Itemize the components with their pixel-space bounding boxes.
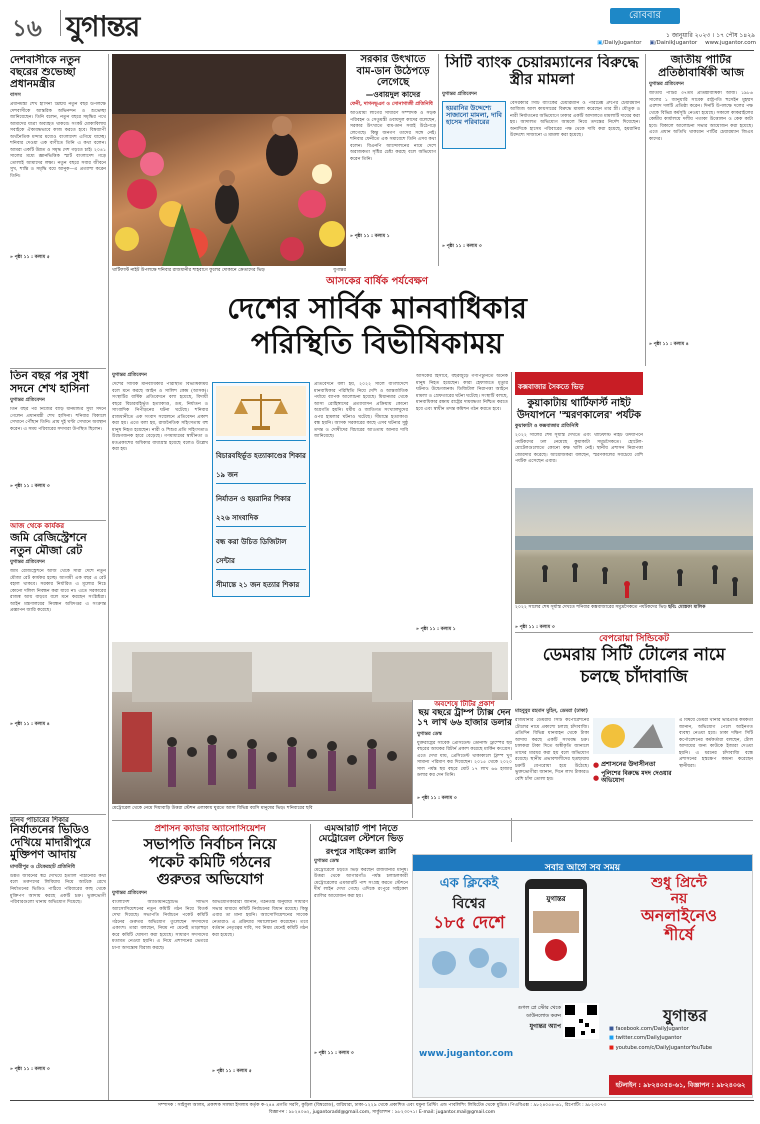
story-demra-kicker bbox=[515, 634, 753, 644]
photo-credit: যুগান্তর bbox=[333, 268, 346, 273]
story-madaripur bbox=[10, 816, 106, 1098]
stat-text: বিচারবহির্ভূত হত্যাকাণ্ডের শিকার ১৯ জন bbox=[216, 452, 306, 479]
source: যুগান্তর প্রতিবেদন bbox=[442, 90, 477, 97]
continuation[interactable]: » পৃষ্ঠা ১১ : কলাম ৩ bbox=[417, 795, 457, 801]
source: যুগান্তর প্রতিবেদন bbox=[10, 559, 45, 566]
ad-logo: যুগান্তর bbox=[663, 1006, 708, 1025]
headline-line-1[interactable]: দেশের সার্বিক মানবাধিকার bbox=[227, 290, 527, 325]
masthead bbox=[0, 0, 760, 50]
source: কুয়াকাটা ও কক্সবাজার প্রতিনিধি bbox=[515, 423, 579, 429]
headline-line-1[interactable]: সভাপতি নির্বাচন নিয়ে bbox=[143, 835, 277, 854]
column-rule bbox=[645, 54, 646, 366]
jugantor-app-ad[interactable] bbox=[412, 854, 753, 1098]
facebook-icon: ■ bbox=[609, 1026, 616, 1032]
body: জাতীয় পার্টির ৩৭তম প্রতিষ্ঠাবার্ষিকী আজ। ১৯৮৬ সালের ১ জানুয়ারি সাবেক রাষ্ট্রপতি হুসেইন মুহম্মদ এরশাদ দলটি প্রতিষ্ঠা করেন। দিনটি উপলক্ষে দলের পক্ষ থেকে বিভিন্ন কর্মসূচি নেওয়া হয়েছে। সকালে কাকরাইলের কেন্দ্রীয় কার্যালয়ে দলীয় পতাকা উত্তোলন ও কেক কাটা হবে। বিকালে আলোচনা সভার আয়োজন করা হয়েছে। এতে প্রধান অতিথি থাকবেন পার্টির চেয়ারম্যান জিএম কাদের। bbox=[649, 91, 753, 142]
demra-headline-block bbox=[515, 646, 753, 706]
website-link[interactable]: www.jugantor.com bbox=[705, 40, 756, 46]
app-name: যুগান্তর অ্যাপ bbox=[529, 1023, 561, 1030]
source: মাহবুবুর রহমান মুহিন, ডেমরা (ঢাকা) bbox=[515, 708, 588, 714]
story-mouza-rate bbox=[10, 522, 106, 782]
column-rule bbox=[310, 824, 311, 1098]
headline-line-3[interactable]: গুরুতর অভিযোগ bbox=[156, 869, 264, 888]
story-city-bank bbox=[442, 54, 642, 266]
divider bbox=[515, 632, 753, 633]
facebook-icon: ▣ bbox=[649, 40, 655, 46]
body-col-1: বাংলাদেশ অ্যাডমিনিস্ট্রেটিভ সার্ভিস অ্যাসোসিয়েশনের নতুন কমিটি গঠন নিয়ে বিতর্ক দেখা দিয়েছে। সভাপতি নির্বাচনে পকেট কমিটি গঠনের গুরুতর অভিযোগ তুলেছেন সদস্যদের একাংশ। তারা বলছেন, নিয়ম না মেনেই তাড়াহুড়া করে কমিটি ঘোষণা করা হয়েছে। সাধারণ সদস্যদের মতামত নেওয়া হয়নি। এ নিয়ে প্রশাসনের ভেতরে চাপা অসন্তোষ বিরাজ করছে। bbox=[112, 900, 208, 951]
body: ২০২২ সালের শেষ সূর্যাস্ত দেখতে এবং থার্টিফার্স্ট নাইট উদযাপনে পর্যটকদের ঢল নেমেছে কুয়াকাটা সমুদ্রসৈকতে। হোটেল-মোটেলগুলোতে কোনো কক্ষ খালি নেই। স্থানীয় প্রশাসন নিরাপত্তা জোরদার করেছে। আয়োজকরা বলছেন, স্মরণকালের সবচেয়ে বেশি পর্যটক এসেছেন এবার। bbox=[515, 433, 643, 465]
phone-graphic bbox=[525, 879, 587, 991]
body: আওয়ামী লীগের সাধারণ সম্পাদক ও সড়ক পরিবহন ও সেতুমন্ত্রী ওবায়দুল কাদের বলেছেন, সরকার উৎখাতে বাম-ডান সবাই উঠেপড়ে লেগেছে। কিন্তু জনগণ তাদের সঙ্গে নেই। শনিবার ফেনীতে এক সমাবেশে তিনি এসব কথা বলেন। বিএনপি আন্দোলনের নামে দেশে অরাজকতা সৃষ্টির চেষ্টা করছে বলে অভিযোগ করেন তিনি। bbox=[350, 111, 436, 162]
callout-item: ● প্রশাসনের উদাসীনতা bbox=[593, 760, 656, 769]
ad-twitter[interactable]: ■ twitter.com/DailyJugantor bbox=[609, 1035, 682, 1042]
body: তিন বছর পর নিজের বাড়ি ধানমন্ডির সুধা সদনে গেলেন প্রধানমন্ত্রী শেখ হাসিনা। শনিবার বিকালে সেখানে পৌঁছান তিনি। প্রায় দুই ঘণ্টা সেখানে অবস্থান করেন। এ সময় পরিবারের সদস্যরা উপস্থিত ছিলেন। bbox=[10, 407, 106, 432]
source: যুগান্তর প্রতিবেদন bbox=[112, 372, 147, 378]
imprint-line-2: বিজ্ঞাপন : ৯৮২৪০৬২, jugantoradd@gmail.com, সার্কুলেশন : ৯৮২৩০৭১। E-mail: jugantor.mail@gmail.com bbox=[268, 1109, 496, 1115]
ad-left-panel bbox=[419, 877, 519, 1027]
beach-crowd-illustration bbox=[515, 488, 753, 604]
headline[interactable]: জাতীয় পার্টির প্রতিষ্ঠাবার্ষিকী আজ bbox=[658, 54, 744, 79]
ad-youtube[interactable]: ■ youtube.com/c/DailyJugantorYouTube bbox=[609, 1044, 713, 1051]
beach-sunset-photo bbox=[515, 488, 753, 604]
newspaper-logo: যুগান্তর bbox=[66, 10, 140, 43]
body-col-2: প্রতিবেদনে বলা হয়, ২০২২ সালে বাংলাদেশে মানবাধিকার পরিস্থিতি নিয়ে দেশি ও আন্তর্জাতিক পর্যায়ে ব্যাপক আলোচনা হয়েছে। মিয়ানমার থেকে আসা রোহিঙ্গাদের প্রত্যাবাসন প্রক্রিয়ায় কোনো অগ্রগতি হয়নি। ধর্মীয় ও জাতিগত সংখ্যালঘুদের ওপর হামলার ঘটনাও ঘটেছে। সীমান্তে হত্যাকাণ্ড বন্ধ হয়নি। আসক সরকারের কাছে এসব ঘটনার সুষ্ঠু তদন্ত ও দোষীদের বিচারের আওতায় আনার দাবি জানিয়েছে। bbox=[314, 382, 408, 440]
body-col-2: অভিযোগকারীরা জানান, গঠনতন্ত্র অনুযায়ী সাধারণ সভার মাধ্যমে কমিটি নির্বাচনের বিধান রয়েছে। কিন্তু এবার তা মানা হয়নি। অ্যাসোসিয়েশনের সাবেক নেতারাও এ প্রক্রিয়ার সমালোচনা করেছেন। তবে বর্তমান নেতৃত্বের দাবি, সব নিয়ম মেনেই কমিটি গঠন করা হয়েছে। bbox=[212, 900, 308, 938]
headline[interactable]: জমি রেজিস্ট্রেশনে নতুন মৌজা রেট bbox=[10, 531, 87, 557]
headline[interactable]: তিন বছর পর সুধা সদনে শেখ হাসিনা bbox=[10, 370, 90, 395]
stat-text: বন্ধ করা উচিত ডিজিটাল সেন্টার bbox=[216, 538, 287, 565]
ad-hotline-bar: হটলাইন : ৯৮২৪০৫৪-৬১, বিজ্ঞাপন : ৯৮২৪০৬২ bbox=[609, 1075, 752, 1095]
continuation[interactable]: » পৃষ্ঠা ১১ : কলাম ৩ bbox=[10, 484, 50, 490]
ad-website[interactable]: www.jugantor.com bbox=[419, 1049, 514, 1059]
continuation[interactable]: » পৃষ্ঠা ১১ : কলাম ৪ bbox=[649, 342, 689, 348]
story-trump-tax-rendered bbox=[412, 700, 512, 818]
social-row bbox=[490, 40, 756, 46]
lead-story bbox=[112, 276, 642, 368]
section-tag: কক্সবাজার সৈকতে ভিড় bbox=[515, 372, 643, 395]
lead-body-cont bbox=[416, 374, 508, 638]
stat-item bbox=[216, 483, 306, 526]
story-pm-greetings bbox=[10, 54, 106, 266]
day-label: রোববার bbox=[629, 10, 661, 21]
body: যুক্তরাষ্ট্রের সাবেক প্রেসিডেন্ট ডোনাল্ড ট্রাম্পের ছয় বছরের আয়কর রিটার্ন প্রকাশ করেছে মার্কিন কংগ্রেস। এতে দেখা যায়, প্রেসিডেন্ট থাকাকালে ট্রাম্প খুব সামান্য পরিমাণ কর দিয়েছেন। ২০১৫ থেকে ২০২০ সাল পর্যন্ত ছয় বছরে মোট ১৭ লাখ ৬৬ হাজার ডলার কর দেন তিনি। bbox=[417, 740, 512, 779]
kicker: অবশেষে টিটির প্রকাশ bbox=[434, 700, 495, 708]
source: যুগান্তর প্রতিবেদন bbox=[10, 397, 45, 404]
world-map-icon bbox=[419, 938, 519, 988]
footer-rule bbox=[10, 1100, 754, 1101]
ad-line-1: এক ক্লিকেই bbox=[439, 876, 499, 891]
headline[interactable]: ছয় বছরে ট্রাম্প ট্যাক্স দেন ১৭ লাখ ৬৬ হাজার ডলার bbox=[417, 708, 512, 729]
kicker: মানব পাচারের শিকার bbox=[10, 816, 69, 824]
body: জমি রেজিস্ট্রেশনে আজ থেকে সারা দেশে নতুন মৌজা রেট কার্যকর হচ্ছে। আগামী এক বছর এ রেট বহাল থাকবে। সরকার নির্ধারিত এ মূল্যের নিচে কোনো দলিল নিবন্ধন করা যাবে না। এতে সরকারের রাজস্ব আয় বাড়বে বলে মনে করছেন সংশ্লিষ্টরা। আইন মন্ত্রণালয়ের নিবন্ধন অধিদপ্তর এ সংক্রান্ত প্রজ্ঞাপন জারি করেছে। bbox=[10, 569, 106, 614]
source: বাসস bbox=[10, 92, 21, 99]
headline-line-2[interactable]: চলছে চাঁদাবাজি bbox=[580, 666, 688, 687]
qr-text: গুগল প্লে স্টোর থেকে ডাউনলোড করুন যুগান্তর অ্যাপ bbox=[513, 1005, 561, 1032]
photo-caption: ২০২২ সালের শেষ সূর্যাস্ত দেখতে শনিবার কক্সবাজারের সমুদ্রসৈকতে পর্যটকদের ভিড় ছবি: মোস্তফা মালিক bbox=[515, 605, 706, 610]
headline[interactable]: সরকার উৎখাতে বাম-ডান উঠেপড়ে লেগেছে bbox=[356, 54, 430, 88]
pull-quote: হয়রানির উদ্দেশ্যে সাজানো মামলা, দাবি হাসেম পরিবারের bbox=[446, 103, 502, 127]
masthead-rule bbox=[10, 50, 754, 51]
ad-right-line-1: শুধু প্রিন্টে bbox=[651, 875, 707, 891]
kicker: প্রশাসন ক্যাডার অ্যাসোসিয়েশন bbox=[154, 824, 266, 834]
body-col-1: রাজধানীর ডেমরায় সিটি কর্পোরেশনের টোলের নামে প্রকাশ্যে চলছে চাঁদাবাজি। প্রতিদিন বিভিন্ন যানবাহন থেকে টাকা আদায় করছে একটি সংঘবদ্ধ চক্র। চালকরা টাকা দিতে অস্বীকৃতি জানালে তাদের মারধর করা হয় বলে অভিযোগ রয়েছে। স্থানীয় প্রভাবশালীদের ছত্রছায়ায় চক্রটি বেপরোয়া হয়ে উঠেছে। ভুক্তভোগীরা জানান, দিনে লাখ টাকারও বেশি চাঁদা তোলা হয়। bbox=[515, 718, 589, 782]
callout-item: ● পুলিশের বিরুদ্ধে মদদ দেওয়ার অভিযোগ bbox=[593, 770, 672, 784]
twitter-icon: ■ bbox=[609, 1035, 616, 1042]
headline[interactable]: সিটি ব্যাংক চেয়ারম্যানের বিরুদ্ধে স্ত্রীর মামলা bbox=[445, 54, 639, 89]
stat-text: নির্যাতন ও হয়রানির শিকার ২২৬ সাংবাদিক bbox=[216, 495, 291, 522]
source: যুগান্তর প্রতিবেদন bbox=[112, 890, 147, 897]
photo-caption: মেট্রোরেল থেকে নেমে দিয়াবাড়ি উত্তরা স্টেশন এলাকায় ঘুরতে আসা বিভিন্ন বয়সি মানুষের ভিড়। শনিবারের ছবি bbox=[112, 806, 508, 812]
source: যুগান্তর ডেস্ক bbox=[314, 857, 339, 864]
toll-road-icon bbox=[593, 718, 675, 754]
headline[interactable]: রংপুরে সাইকেল র‌্যালি bbox=[325, 846, 397, 856]
story-kuakata-cont bbox=[515, 622, 643, 632]
photo-credit: ছবি: মোস্তফা মালিক bbox=[668, 605, 706, 610]
body: প্রধানমন্ত্রী শেখ হাসিনা খ্রিষ্টীয় নতুন বছর উপলক্ষে দেশবাসীকে আন্তরিক অভিনন্দন ও শুভেচ্ছা জানিয়েছেন। তিনি বলেন, নতুন বছরে সমৃদ্ধির পথে আমাদের যাত্রা অব্যাহত থাকবে। সংকট মোকাবিলায় সবাইকে ঐক্যবদ্ধভাবে কাজ করতে হবে। বিশ্বব্যাপী অর্থনৈতিক মন্দার মধ্যেও বাংলাদেশ এগিয়ে যাচ্ছে। শনিবার দেওয়া এক বাণীতে তিনি এ কথা বলেন। আমরা একটি উন্নত ও সমৃদ্ধ দেশ গড়তে চাই। ২০৪১ সালের মধ্যে জ্ঞানভিত্তিক স্মার্ট বাংলাদেশ গড়ে তোলাই আমাদের লক্ষ্য। নতুন বছরে সবার জীবনে সুখ, শান্তি ও সমৃদ্ধি বয়ে আনুক—এ প্রত্যাশা করেন তিনি। bbox=[10, 102, 106, 179]
continuation[interactable]: » পৃষ্ঠা ১১ : কলাম ১ bbox=[350, 234, 390, 240]
kicker: এমআরটি পাশ নিতে মেট্রোরেল স্টেশনে ভিড় bbox=[318, 824, 404, 845]
ad-right-line-3: অনলাইনেও bbox=[640, 906, 718, 926]
story-admin-cadre bbox=[112, 824, 308, 1098]
byline: —ওবায়দুল কাদের bbox=[365, 89, 421, 99]
body-col-1: দেশের সার্বিক মানবাধিকার পরিস্থিতি বিভীষিকাময় বলে মনে করছে আইন ও সালিশ কেন্দ্র (আসক)। সংস্থাটির বার্ষিক প্রতিবেদনে বলা হয়েছে, বিদায়ী বছরে বিচারবহির্ভূত হত্যাকাণ্ড, গুম, নির্যাতন ও সাংবাদিক নিপীড়নের ঘটনা ঘটেছে। শনিবার রাজধানীতে এক সংবাদ সম্মেলনে প্রতিবেদন প্রকাশ করা হয়। এতে বলা হয়, রাজনৈতিক সহিংসতায় বহু মানুষ নিহত হয়েছেন। নারী ও শিশুর প্রতি সহিংসতাও উদ্বেগজনক হারে বেড়েছে। গণমাধ্যমের স্বাধীনতা ও মতপ্রকাশের অধিকার বাধাগ্রস্ত হয়েছে বলেও উল্লেখ করা হয়। bbox=[112, 382, 208, 453]
divider bbox=[112, 820, 753, 821]
justice-scale-icon bbox=[216, 386, 306, 436]
continuation[interactable]: » পৃষ্ঠা ১১ : কলাম ৪ bbox=[10, 722, 50, 728]
ad-right-line-2: নয় bbox=[670, 891, 688, 908]
photo-caption: থার্টিফার্স্ট নাইট উপলক্ষে শনিবার রাজধানীর শাহবাগে ফুলের দোকানে ক্রেতাদের ভিড় যুগান্তর bbox=[112, 268, 346, 273]
qr-code-icon bbox=[563, 1003, 599, 1039]
headline-line-2[interactable]: পরিস্থিতি বিভীষিকাময় bbox=[250, 325, 504, 360]
divider bbox=[10, 368, 106, 369]
qr-code[interactable] bbox=[563, 1003, 599, 1039]
stats-box bbox=[212, 382, 310, 597]
ad-line-3: ১৮৫ দেশে bbox=[433, 913, 505, 934]
headline[interactable]: নির্যাতনের ভিডিও দেখিয়ে মাদারীপুরে মুক্তিপণ আদায় bbox=[10, 823, 91, 862]
facebook-handle[interactable]: ▣/DainikJugantor bbox=[649, 40, 698, 46]
column-rule bbox=[108, 54, 109, 1100]
pull-quote-box bbox=[442, 101, 506, 149]
continuation[interactable]: » পৃষ্ঠা ১১ : কলাম ১ bbox=[416, 627, 456, 632]
source: যুগান্তর ডেস্ক bbox=[417, 730, 442, 737]
ad-right-line-4: শীর্ষে bbox=[664, 924, 694, 944]
source: যুগান্তর প্রতিবেদন bbox=[649, 81, 684, 88]
source: ফেনী, দাগনভূঞা ও সোনাগাজী প্রতিনিধি bbox=[350, 101, 433, 108]
imprint-line-1: সম্পাদক : সাইফুল আলম, প্রকাশক সালমা ইসলাম কর্তৃক ক-২৪৪ প্রগতি সরণি, কুড়িল (বিশ্বরোড), বারিধারা, ঢাকা-১২২৯ থেকে প্রকাশিত এবং যমুনা প্রিন্টিং এন্ড পাবলিশিং লিমিটেড থেকে মুদ্রিত। পিএবিএক্স : ৯৮২৪০৫৪-৬১, রিপোর্টিং : ৯৮২৩০৭৩ bbox=[157, 1103, 607, 1108]
stat-item bbox=[216, 569, 306, 593]
story-jatiya-party bbox=[649, 54, 753, 366]
story-demra-body bbox=[515, 706, 753, 818]
story-sudha-sadan bbox=[10, 370, 106, 518]
body-col-2: এ বিষয়ে ডেমরা থানার ভারপ্রাপ্ত কর্মকর্তা জানান, অভিযোগ পেলে আইনগত ব্যবস্থা নেওয়া হবে। ঢাকা দক্ষিণ সিটি কর্পোরেশনের কর্মকর্তারা বলছেন, টোল আদায়ের জন্য কাউকে ইজারা দেওয়া হয়নি। এ ধরনের চাঁদাবাজি বন্ধে প্রশাসনের হস্তক্ষেপ কামনা করেছেন স্থানীয়রা। bbox=[679, 718, 753, 769]
continuation[interactable]: » পৃষ্ঠা ১১ : কলাম ৫ bbox=[212, 1069, 252, 1075]
twitter-icon: ▣ bbox=[597, 40, 603, 46]
issue-date: ১ জানুয়ারি ২০২৩ । ১৭ পৌষ ১৪২৯ bbox=[666, 32, 755, 39]
headline-line-1[interactable]: ডেমরায় সিটি টোলের নামে bbox=[542, 645, 726, 665]
column-rule bbox=[438, 54, 439, 266]
ad-social bbox=[609, 1025, 749, 1053]
headline[interactable]: দেশবাসীকে নতুন বছরের শুভেচ্ছা প্রধানমন্ত্রীর bbox=[10, 54, 81, 91]
ad-line-2: বিশ্বের bbox=[452, 895, 486, 912]
divider bbox=[10, 814, 106, 815]
body: মেট্রোরেলে চড়তে ভিড় করছেন রাজধানীর মানুষ। উত্তরা থেকে আগারগাঁও পর্যন্ত চলাচলকারী মেট্রোরেলের এমআরটি পাশ সংগ্রহ করতে স্টেশনে দীর্ঘ লাইন দেখা গেছে। এদিকে রংপুরে সাইকেল র‌্যালির আয়োজন করা হয়। bbox=[314, 867, 408, 899]
headline-line-2[interactable]: পকেট কমিটি গঠনের bbox=[149, 852, 271, 871]
page-number: ১৬ bbox=[12, 16, 42, 42]
kicker: আজ থেকে কার্যকর bbox=[10, 522, 65, 530]
youtube-icon: ■ bbox=[609, 1044, 616, 1051]
day-badge bbox=[610, 8, 680, 24]
ad-right-panel bbox=[609, 875, 749, 1005]
continuation[interactable]: » পৃষ্ঠা ১১ : কলাম ৩ bbox=[515, 625, 555, 630]
flowers-illustration bbox=[112, 54, 346, 266]
twitter-handle[interactable]: ▣/DailyJugantor bbox=[597, 40, 642, 46]
continuation[interactable]: » পৃষ্ঠা ১১ : কলাম ৩ bbox=[442, 243, 482, 249]
story-mrt bbox=[314, 824, 408, 1098]
bullet-icon: ● bbox=[593, 761, 600, 769]
masthead-divider bbox=[60, 10, 61, 36]
phone-app-logo: যুগান্তর bbox=[546, 894, 566, 903]
lead-body bbox=[112, 370, 412, 638]
footer-imprint bbox=[10, 1103, 754, 1116]
body: উন্নত জীবনের স্বপ্ন দেখিয়ে ইতালি পাঠানোর কথা বলে তরুণদের লিবিয়ায় নিয়ে আটকে রেখে নির্যাতনের ভিডিও পাঠিয়ে পরিবারের কাছ থেকে মুক্তিপণ আদায় করছে একটি চক্র। ভুক্তভোগী পরিবারগুলো থানায় অভিযোগ দিয়েছে। bbox=[10, 873, 106, 906]
continuation[interactable]: » পৃষ্ঠা ১১ : কলাম ৫ bbox=[10, 255, 50, 261]
bullet-icon: ● bbox=[593, 773, 600, 782]
divider bbox=[10, 520, 106, 521]
continuation[interactable]: » পৃষ্ঠা ১১ : কলাম ৩ bbox=[10, 1066, 50, 1072]
body: বেসরকারি সিটি ব্যাংকের চেয়ারম্যান ও পারটেক্স গ্রুপের চেয়ারম্যান আজিজ আল কায়সারের বিরুদ্ধে মামলা করেছেন তার স্ত্রী। যৌতুক ও নারী নির্যাতনের অভিযোগে ঢাকার একটি আদালতে মামলাটি দায়ের করা হয়। আদালত অভিযোগ আমলে নিয়ে তদন্তের নির্দেশ দিয়েছেন। অন্যদিকে হাসেম পরিবারের পক্ষ থেকে দাবি করা হয়েছে, হয়রানির উদ্দেশ্যে সাজানো এ মামলা করা হয়েছে। bbox=[510, 100, 640, 139]
stat-item bbox=[216, 526, 306, 569]
stat-text: সীমান্তে ২১ জন হত্যার শিকার bbox=[216, 581, 300, 589]
ad-top-banner: সবার আগে সব সময় bbox=[413, 855, 752, 871]
kicker: আসকের বার্ষিক পর্যবেক্ষণ bbox=[326, 276, 428, 287]
continuation[interactable]: » পৃষ্ঠা ১১ : কলাম ৩ bbox=[314, 1050, 354, 1056]
flower-market-photo bbox=[112, 54, 346, 266]
kicker: বেপরোয়া সিন্ডিকেট bbox=[598, 634, 670, 644]
headline[interactable]: কুয়াকাটায় থার্টিফার্স্ট নাইট উদযাপনে 'স্মরণকালের' পর্যটক bbox=[516, 398, 642, 421]
ad-facebook[interactable]: ■ facebook.com/DailyJugantor bbox=[609, 1026, 689, 1032]
body-col-3: আসকের হিসাবে, বছরজুড়ে গণপিটুনিতে অনেক মানুষ নিহত হয়েছেন। কারা হেফাজতে মৃত্যুর ঘটনাও উদ্বেগজনক। ডিজিটাল নিরাপত্তা আইনে মামলা ও গ্রেফতারের ঘটনা ঘটেছে। সংস্থাটি বলছে, মানবাধিকার রক্ষায় রাষ্ট্রের দায়বদ্ধতা নিশ্চিত করতে হবে এবং স্বাধীন তদন্ত কমিশন গঠন করতে হবে। bbox=[416, 374, 508, 412]
stat-item bbox=[216, 440, 306, 483]
source: মাদারীপুর ও টেকেরহাট প্রতিনিধি bbox=[10, 863, 75, 870]
story-quader bbox=[350, 54, 436, 266]
